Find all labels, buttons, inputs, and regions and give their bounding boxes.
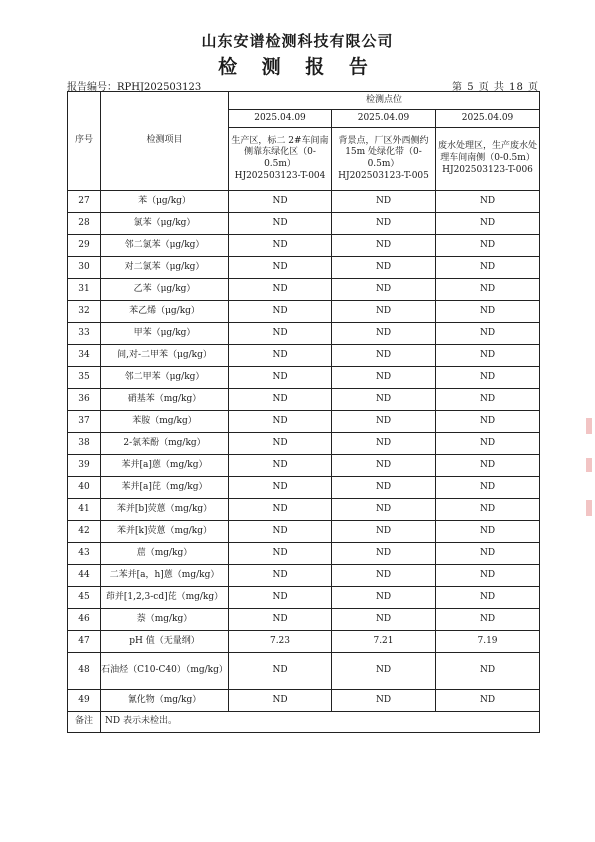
row-value: ND <box>436 257 540 279</box>
table-row <box>68 323 540 345</box>
row-value: ND <box>332 367 436 389</box>
row-value: ND <box>332 345 436 367</box>
row-number: 36 <box>68 389 101 411</box>
row-value: ND <box>332 257 436 279</box>
row-value: ND <box>332 690 436 712</box>
row-value: ND <box>332 213 436 235</box>
row-value: ND <box>436 653 540 690</box>
row-value: ND <box>229 499 332 521</box>
row-value: ND <box>436 367 540 389</box>
row-value: 7.23 <box>229 631 332 653</box>
row-value: ND <box>229 609 332 631</box>
row-value: ND <box>436 323 540 345</box>
company-name: 山东安谱检测科技有限公司 <box>201 32 394 50</box>
row-number: 27 <box>68 191 101 213</box>
row-item: 苯（μg/kg） <box>101 191 229 213</box>
row-value: ND <box>229 191 332 213</box>
remark-row <box>68 712 540 733</box>
row-value: ND <box>436 543 540 565</box>
report-meta <box>67 78 539 92</box>
row-number: 37 <box>68 411 101 433</box>
row-value: ND <box>332 323 436 345</box>
row-value: ND <box>229 389 332 411</box>
row-item: 石油烃（C10-C40）（mg/kg） <box>101 653 229 690</box>
row-value: ND <box>436 477 540 499</box>
row-value: ND <box>332 279 436 301</box>
row-item: 苯乙烯（μg/kg） <box>101 301 229 323</box>
row-value: ND <box>332 455 436 477</box>
table-row <box>68 411 540 433</box>
row-item: 苯并[a]芘（mg/kg） <box>101 477 229 499</box>
row-item: 硝基苯（mg/kg） <box>101 389 229 411</box>
row-item: 2-氯苯酚（mg/kg） <box>101 433 229 455</box>
row-number: 39 <box>68 455 101 477</box>
row-item: 邻二氯苯（μg/kg） <box>101 235 229 257</box>
table-row <box>68 587 540 609</box>
row-value: ND <box>436 521 540 543</box>
header-item: 检测项目 <box>101 92 229 191</box>
table-row <box>68 279 540 301</box>
header-seq: 序号 <box>68 92 101 191</box>
red-stamp-edge <box>586 458 592 472</box>
row-item: 邻二甲苯（μg/kg） <box>101 367 229 389</box>
row-value: ND <box>229 301 332 323</box>
row-value: ND <box>436 301 540 323</box>
table-row <box>68 213 540 235</box>
row-number: 32 <box>68 301 101 323</box>
row-number: 48 <box>68 653 101 690</box>
row-value: ND <box>332 411 436 433</box>
point-location: 生产区，标二 2#车间南侧靠东绿化区（0-0.5m） <box>231 135 329 169</box>
point-code: HJ202503123-T-004 <box>234 170 326 181</box>
row-number: 31 <box>68 279 101 301</box>
row-value: 7.21 <box>332 631 436 653</box>
row-item: 苯并[b]荧蒽（mg/kg） <box>101 499 229 521</box>
row-value: ND <box>436 411 540 433</box>
row-value: ND <box>229 367 332 389</box>
row-item: 萘（mg/kg） <box>101 609 229 631</box>
row-value: ND <box>332 235 436 257</box>
report-title: 检 测 报 告 <box>218 56 377 78</box>
point-date: 2025.04.09 <box>229 110 332 128</box>
table-row <box>68 433 540 455</box>
row-value: ND <box>229 213 332 235</box>
table-row <box>68 477 540 499</box>
row-value: ND <box>229 477 332 499</box>
table-row <box>68 235 540 257</box>
table-row <box>68 499 540 521</box>
point-location: 背景点，厂区外西侧约 15m 处绿化带（0-0.5m） <box>338 135 429 169</box>
row-value: ND <box>436 235 540 257</box>
row-item: 氰化物（mg/kg） <box>101 690 229 712</box>
table-row <box>68 521 540 543</box>
row-number: 45 <box>68 587 101 609</box>
table-row <box>68 690 540 712</box>
table-row <box>68 609 540 631</box>
point-info <box>436 128 540 191</box>
table-row <box>68 389 540 411</box>
row-number: 46 <box>68 609 101 631</box>
row-number: 30 <box>68 257 101 279</box>
page-info: 第 5 页 共 18 页 <box>452 82 539 93</box>
row-value: ND <box>436 279 540 301</box>
row-value: ND <box>436 213 540 235</box>
table-row <box>68 191 540 213</box>
row-value: ND <box>436 609 540 631</box>
row-value: ND <box>332 587 436 609</box>
row-number: 43 <box>68 543 101 565</box>
row-number: 34 <box>68 345 101 367</box>
remark-label: 备注 <box>68 712 101 733</box>
row-value: ND <box>229 543 332 565</box>
row-number: 42 <box>68 521 101 543</box>
row-number: 38 <box>68 433 101 455</box>
table-row <box>68 565 540 587</box>
row-number: 41 <box>68 499 101 521</box>
row-value: ND <box>436 690 540 712</box>
row-value: ND <box>229 279 332 301</box>
row-value: ND <box>229 433 332 455</box>
row-number: 28 <box>68 213 101 235</box>
row-value: ND <box>332 565 436 587</box>
row-value: ND <box>229 323 332 345</box>
header-points: 检测点位 <box>229 92 540 110</box>
row-number: 49 <box>68 690 101 712</box>
point-date: 2025.04.09 <box>332 110 436 128</box>
table-row <box>68 345 540 367</box>
row-value: ND <box>229 653 332 690</box>
row-value: ND <box>436 565 540 587</box>
row-value: ND <box>332 477 436 499</box>
row-item: 甲苯（μg/kg） <box>101 323 229 345</box>
row-value: ND <box>436 389 540 411</box>
point-code: HJ202503123-T-005 <box>338 170 429 181</box>
row-value: ND <box>436 499 540 521</box>
row-value: ND <box>229 345 332 367</box>
row-value: ND <box>229 521 332 543</box>
row-item: 苯并[a]蒽（mg/kg） <box>101 455 229 477</box>
table-row <box>68 653 540 690</box>
table-row <box>68 543 540 565</box>
table-row <box>68 301 540 323</box>
row-value: ND <box>332 433 436 455</box>
row-number: 33 <box>68 323 101 345</box>
table-row <box>68 367 540 389</box>
row-value: ND <box>229 565 332 587</box>
red-stamp-edge <box>586 500 592 516</box>
row-value: ND <box>436 345 540 367</box>
row-number: 47 <box>68 631 101 653</box>
row-item: 苯并[k]荧蒽（mg/kg） <box>101 521 229 543</box>
row-value: ND <box>332 499 436 521</box>
row-item: 茚并[1,2,3-cd]芘（mg/kg） <box>101 587 229 609</box>
row-item: 氯苯（μg/kg） <box>101 213 229 235</box>
table-row <box>68 631 540 653</box>
row-value: ND <box>229 587 332 609</box>
remark-text: ND 表示未检出。 <box>101 712 540 733</box>
row-value: ND <box>332 653 436 690</box>
point-info <box>229 128 332 191</box>
row-value: ND <box>332 609 436 631</box>
row-value: ND <box>332 521 436 543</box>
row-value: ND <box>332 543 436 565</box>
row-number: 40 <box>68 477 101 499</box>
row-value: ND <box>229 455 332 477</box>
report-number: 报告编号：RPHJ202503123 <box>67 82 202 93</box>
row-value: ND <box>332 191 436 213</box>
row-value: ND <box>229 235 332 257</box>
results-table <box>67 91 540 733</box>
row-number: 44 <box>68 565 101 587</box>
row-item: 乙苯（μg/kg） <box>101 279 229 301</box>
row-value: ND <box>229 411 332 433</box>
row-item: pH 值（无量纲） <box>101 631 229 653</box>
row-value: ND <box>436 587 540 609</box>
row-value: ND <box>332 389 436 411</box>
row-value: ND <box>332 301 436 323</box>
row-item: 间,对-二甲苯（μg/kg） <box>101 345 229 367</box>
row-item: 对二氯苯（μg/kg） <box>101 257 229 279</box>
row-value: ND <box>436 191 540 213</box>
row-item: 二苯并[a，h]蒽（mg/kg） <box>101 565 229 587</box>
row-item: 苯胺（mg/kg） <box>101 411 229 433</box>
point-date: 2025.04.09 <box>436 110 540 128</box>
point-code: HJ202503123-T-006 <box>442 164 533 175</box>
point-location: 废水处理区，生产废水处理车间南侧（0-0.5m） <box>438 141 538 164</box>
row-number: 29 <box>68 235 101 257</box>
table-row <box>68 257 540 279</box>
row-number: 35 <box>68 367 101 389</box>
row-value: ND <box>229 257 332 279</box>
row-value: ND <box>436 433 540 455</box>
point-info <box>332 128 436 191</box>
row-value: 7.19 <box>436 631 540 653</box>
table-row <box>68 455 540 477</box>
row-value: ND <box>229 690 332 712</box>
row-value: ND <box>436 455 540 477</box>
red-stamp-edge <box>586 418 592 434</box>
row-item: 䓛（mg/kg） <box>101 543 229 565</box>
